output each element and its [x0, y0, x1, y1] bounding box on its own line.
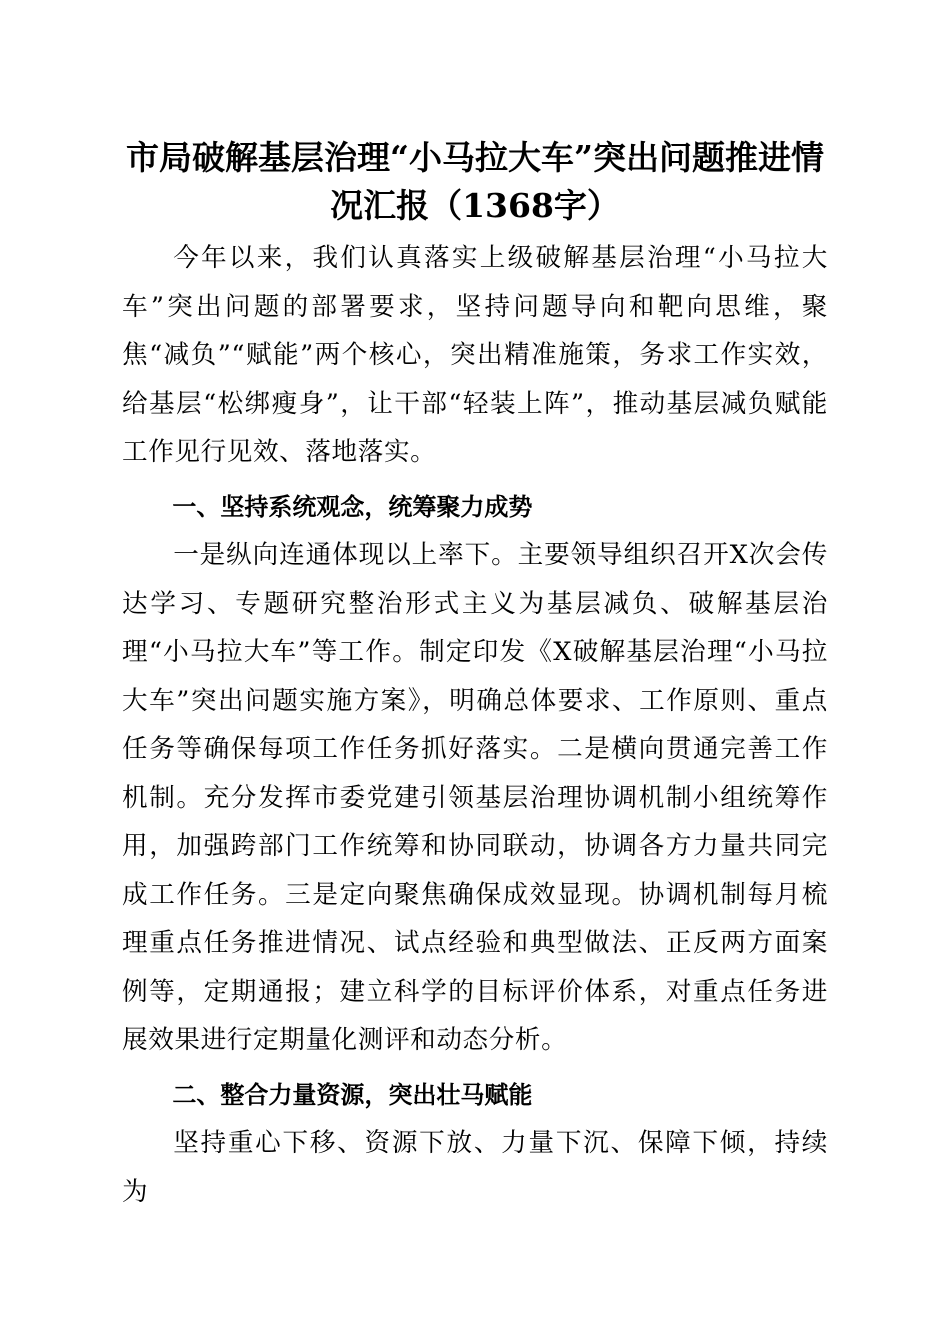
intro-paragraph: 今年以来，我们认真落实上级破解基层治理“小马拉大车”突出问题的部署要求，坚持问题导向和靶向思维，聚焦“减负”“赋能”两个核心，突出精准施策，务求工作实效，给基层“松绑瘦身”，让干部“轻装上阵”，推动基层减负赋能工作见行见效、落地落实。 — [122, 243, 828, 467]
document-content — [122, 134, 828, 1216]
section-1-body: 一是纵向连通体现以上率下。主要领导组织召开X次会传达学习、专题研究整治形式主义为基层减负、破解基层治理“小马拉大车”等工作。制定印发《X破解基层治理“小马拉大车”突出问题实施方案》，明确总体要求、工作原则、重点任务等确保每项工作任务抓好落实。二是横向贯通完善工作机制。充分发挥市委党建引领基层治理协调机制小组统筹作用，加强跨部门工作统筹和协同联动，协调各方力量共同完成工作任务。三是定向聚焦确保成效显现。协调机制每月梳理重点任务推进情况、试点经验和典型做法、正反两方面案例等，定期通报；建立科学的目标评价体系，对重点任务进展效果进行定期量化测评和动态分析。 — [122, 540, 828, 1055]
section-2-heading: 二、整合力量资源，突出壮马赋能 — [172, 1080, 533, 1109]
section-2-body: 坚持重心下移、资源下放、力量下沉、保障下倾，持续为 — [122, 1128, 828, 1207]
section-1-heading: 一、坚持系统观念，统筹聚力成势 — [172, 492, 533, 521]
document-title: 市局破解基层治理“小马拉大车”突出问题推进情况汇报（1368字） — [126, 138, 824, 225]
